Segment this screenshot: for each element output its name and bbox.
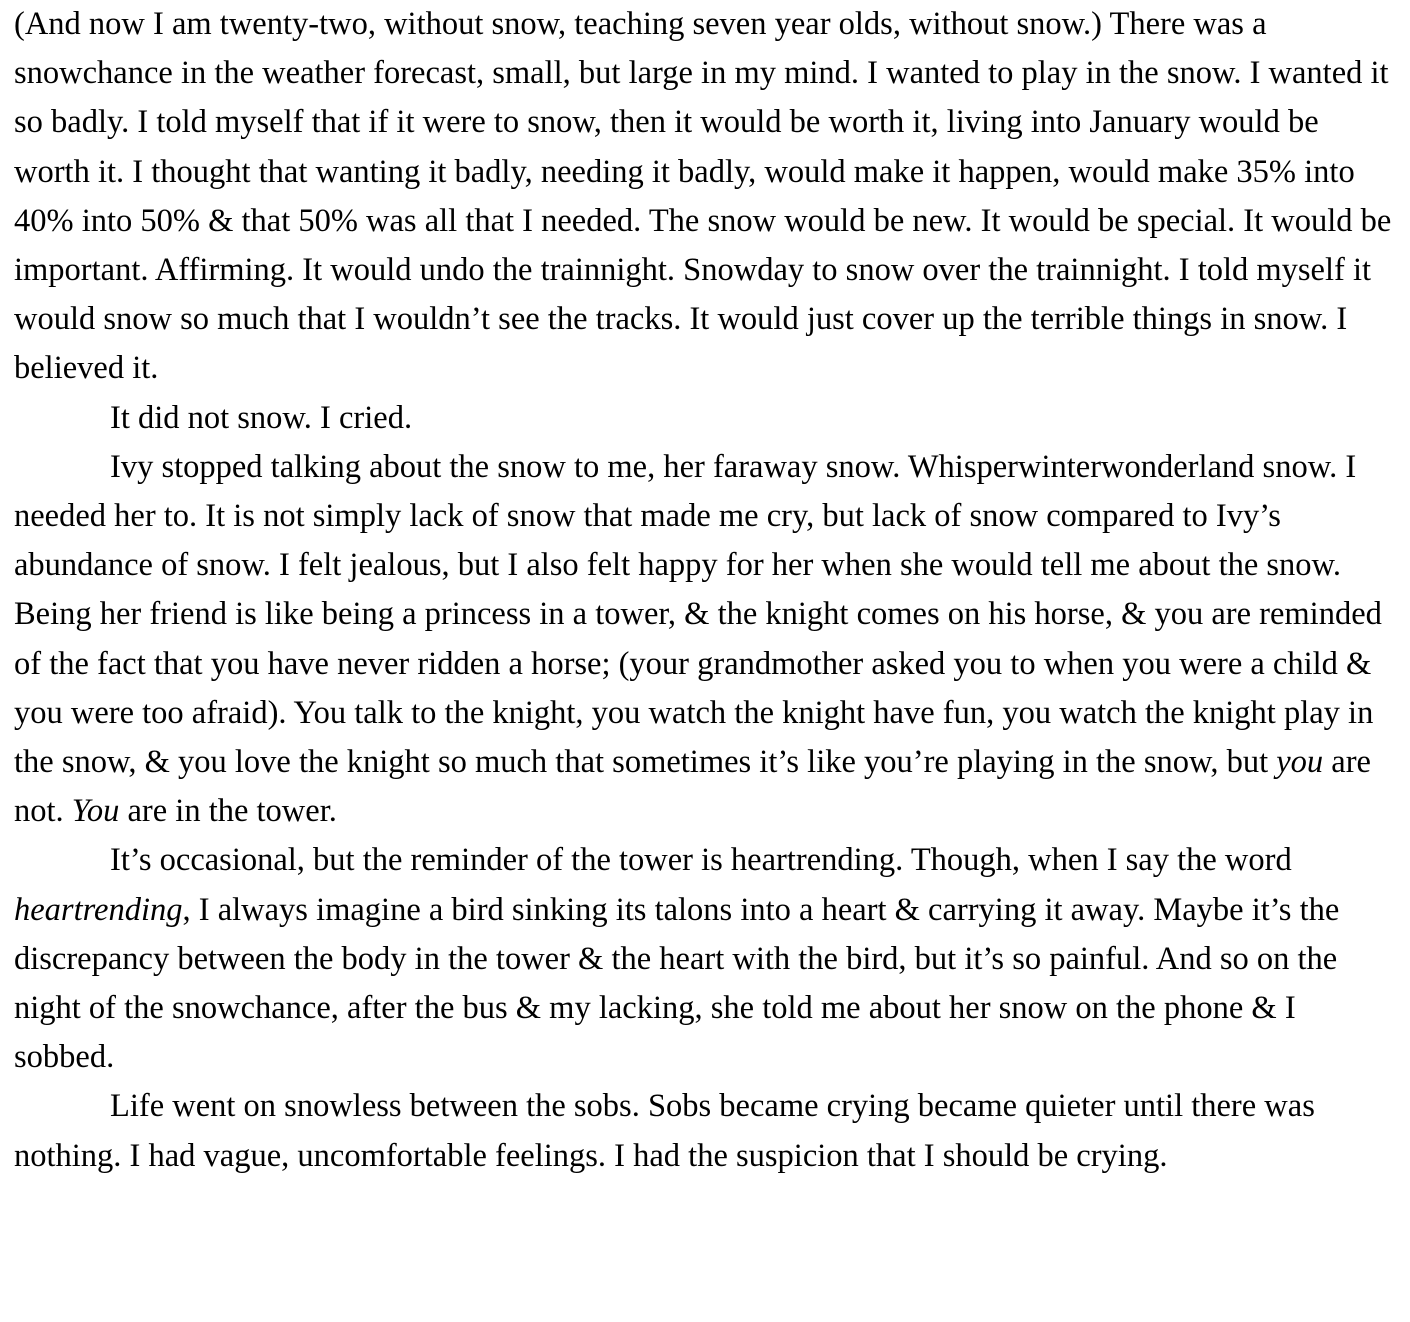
paragraph-3-text-a: Ivy stopped talking about the snow to me, her faraway snow. Whisperwinterwonderland snow. I needed her to. It is not simply lack of snow that made me cry, but lack of snow compared to Ivy’s abundance of snow. I felt jealous, but I also felt happy for her when she would tell me about the snow. Being her friend is like being a princess in a tower, & the knight comes on his horse, & you are reminded of the fact that you have never ridden a horse; (your grandmother asked you to when you were a child & you were too afraid). You talk to the knight, you watch the knight have fun, you watch the knight play in the snow, & you love the knight so much that sometimes it’s like you’re playing in the snow, but — [14, 448, 1382, 781]
emphasis-you-lower: you — [1276, 744, 1324, 781]
paragraph-4 — [14, 836, 1392, 1082]
paragraph-4-text-b: , I always imagine a bird sinking its talons into a heart & carrying it away. Maybe it’s the discrepancy between the body in the tower & the heart with the bird, but it’s so painful. And so on the night of the snowchance, after the bus & my lacking, she told me about her snow on the phone & I sobbed. — [14, 891, 1340, 1076]
emphasis-heartrending: heartrending — [14, 891, 183, 928]
paragraph-1: (And now I am twenty-two, without snow, teaching seven year olds, without snow.) There was a snowchance in the weather forecast, small, but large in my mind. I wanted to play in the snow. I wanted it so badly. I told myself that if it were to snow, then it would be worth it, living into January would be worth it. I thought that wanting it badly, needing it badly, would make it happen, would make 35% into 40% into 50% & that 50% was all that I needed. The snow would be new. It would be special. It would be important. Affirming. It would undo the trainnight. Snowday to snow over the trainnight. I told myself it would snow so much that I wouldn’t see the tracks. It would just cover up the terrible things in snow. I believed it. — [14, 6, 1392, 387]
emphasis-you-upper: You — [71, 793, 120, 830]
paragraph-4-text-a: It’s occasional, but the reminder of the tower is heartrending. Though, when I say the word — [110, 842, 1292, 879]
paragraph-3-text-b: are not. — [14, 744, 1371, 830]
paragraph-5: Life went on snowless between the sobs. Sobs became crying became quieter until there was nothing. I had vague, uncomfortable feelings. I had the suspicion that I should be crying. — [14, 1088, 1315, 1174]
paragraph-3 — [14, 443, 1392, 837]
paragraph-3-text-c: are in the tower. — [119, 793, 337, 830]
paragraph-2: It did not snow. I cried. — [110, 399, 413, 436]
